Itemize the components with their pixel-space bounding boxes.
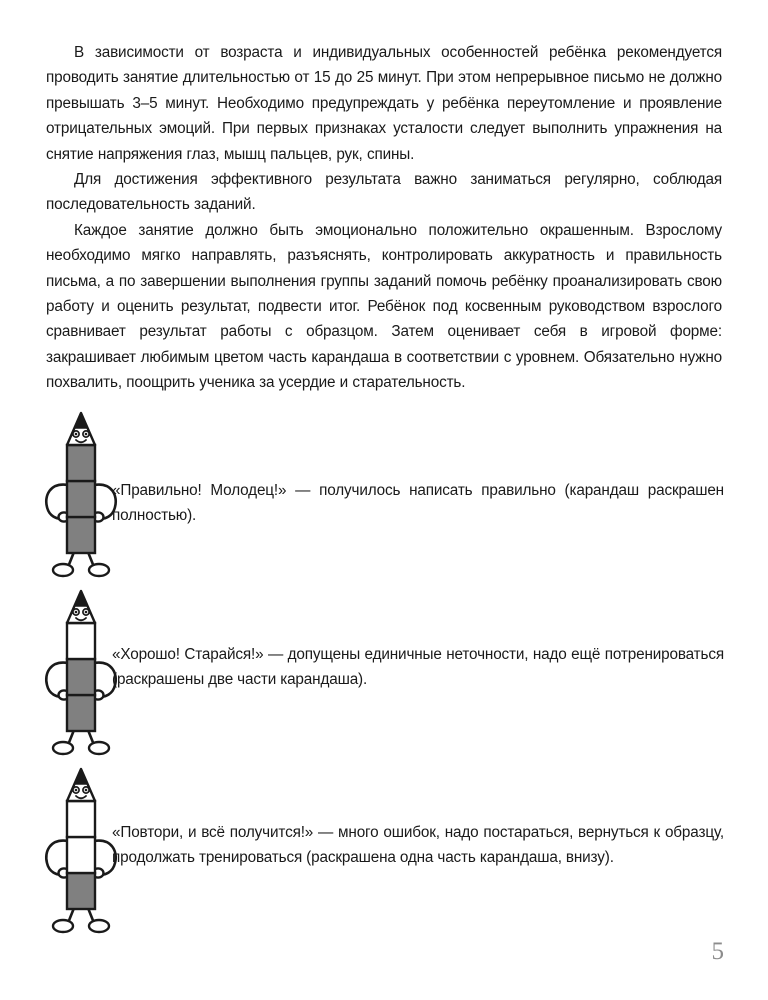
paragraph-1: В зависимости от возраста и индивидуальных особенностей ребёнка рекомендуется проводить занятие длительностью от 15 до 25 минут. При этом непрерывное письмо не должно превышать 3–5 минут. Необходимо предупреждать у ребёнка переутомление и проявление отрицательных эмоций. При первых признаках усталости следует выполнить упражнения на снятие напряжения глаз, мышц пальцев, рук, спины. [46,44,722,163]
pencil-segment-top [67,623,95,659]
paragraph-2: Для достижения эффективного результата важно заниматься регулярно, соблюдая последовательность заданий. [46,171,722,214]
pencil-segment-middle [67,659,95,695]
pencil-segment-bottom [67,517,95,553]
rating-caption-good: «Хорошо! Старайся!» — допущены единичные неточности, надо ещё потренироваться (раскрашены две части карандаша). [112,646,724,689]
pencil-segment-top [67,445,95,481]
pencil-segment-top [67,801,95,837]
pencil-segment-bottom [67,695,95,731]
body-text-block [46,40,722,396]
paragraph-3: Каждое занятие должно быть эмоционально положительно окрашенным. Взрослому необходимо мягко направлять, разъяснять, контролировать аккуратность и правильность письма, а по завершении выполнения группы заданий помочь ребёнку проанализировать свою работу и оценить результат, подвести итог. Ребёнок под косвенным руководством взрослого сравнивает результат работы с образцом. Затем оценивает себя в игровой форме: закрашивает любимым цветом часть карандаша в соответствии с уровнем. Обязательно нужно похвалить, поощрить ученика за усердие и старательность. [46,221,722,392]
pencil-segment-middle [67,837,95,873]
pencil-segment-bottom [67,873,95,909]
pencil-segment-middle [67,481,95,517]
rating-caption-excellent: «Правильно! Молодец!» — получилось написать правильно (карандаш раскрашен полностью). [112,482,724,525]
page-number: 5 [711,938,724,965]
rating-caption-retry: «Повтори, и всё получится!» — много ошибок, надо постараться, вернуться к образцу, продолжать тренироваться (раскрашена одна часть карандаша, внизу). [112,824,724,867]
